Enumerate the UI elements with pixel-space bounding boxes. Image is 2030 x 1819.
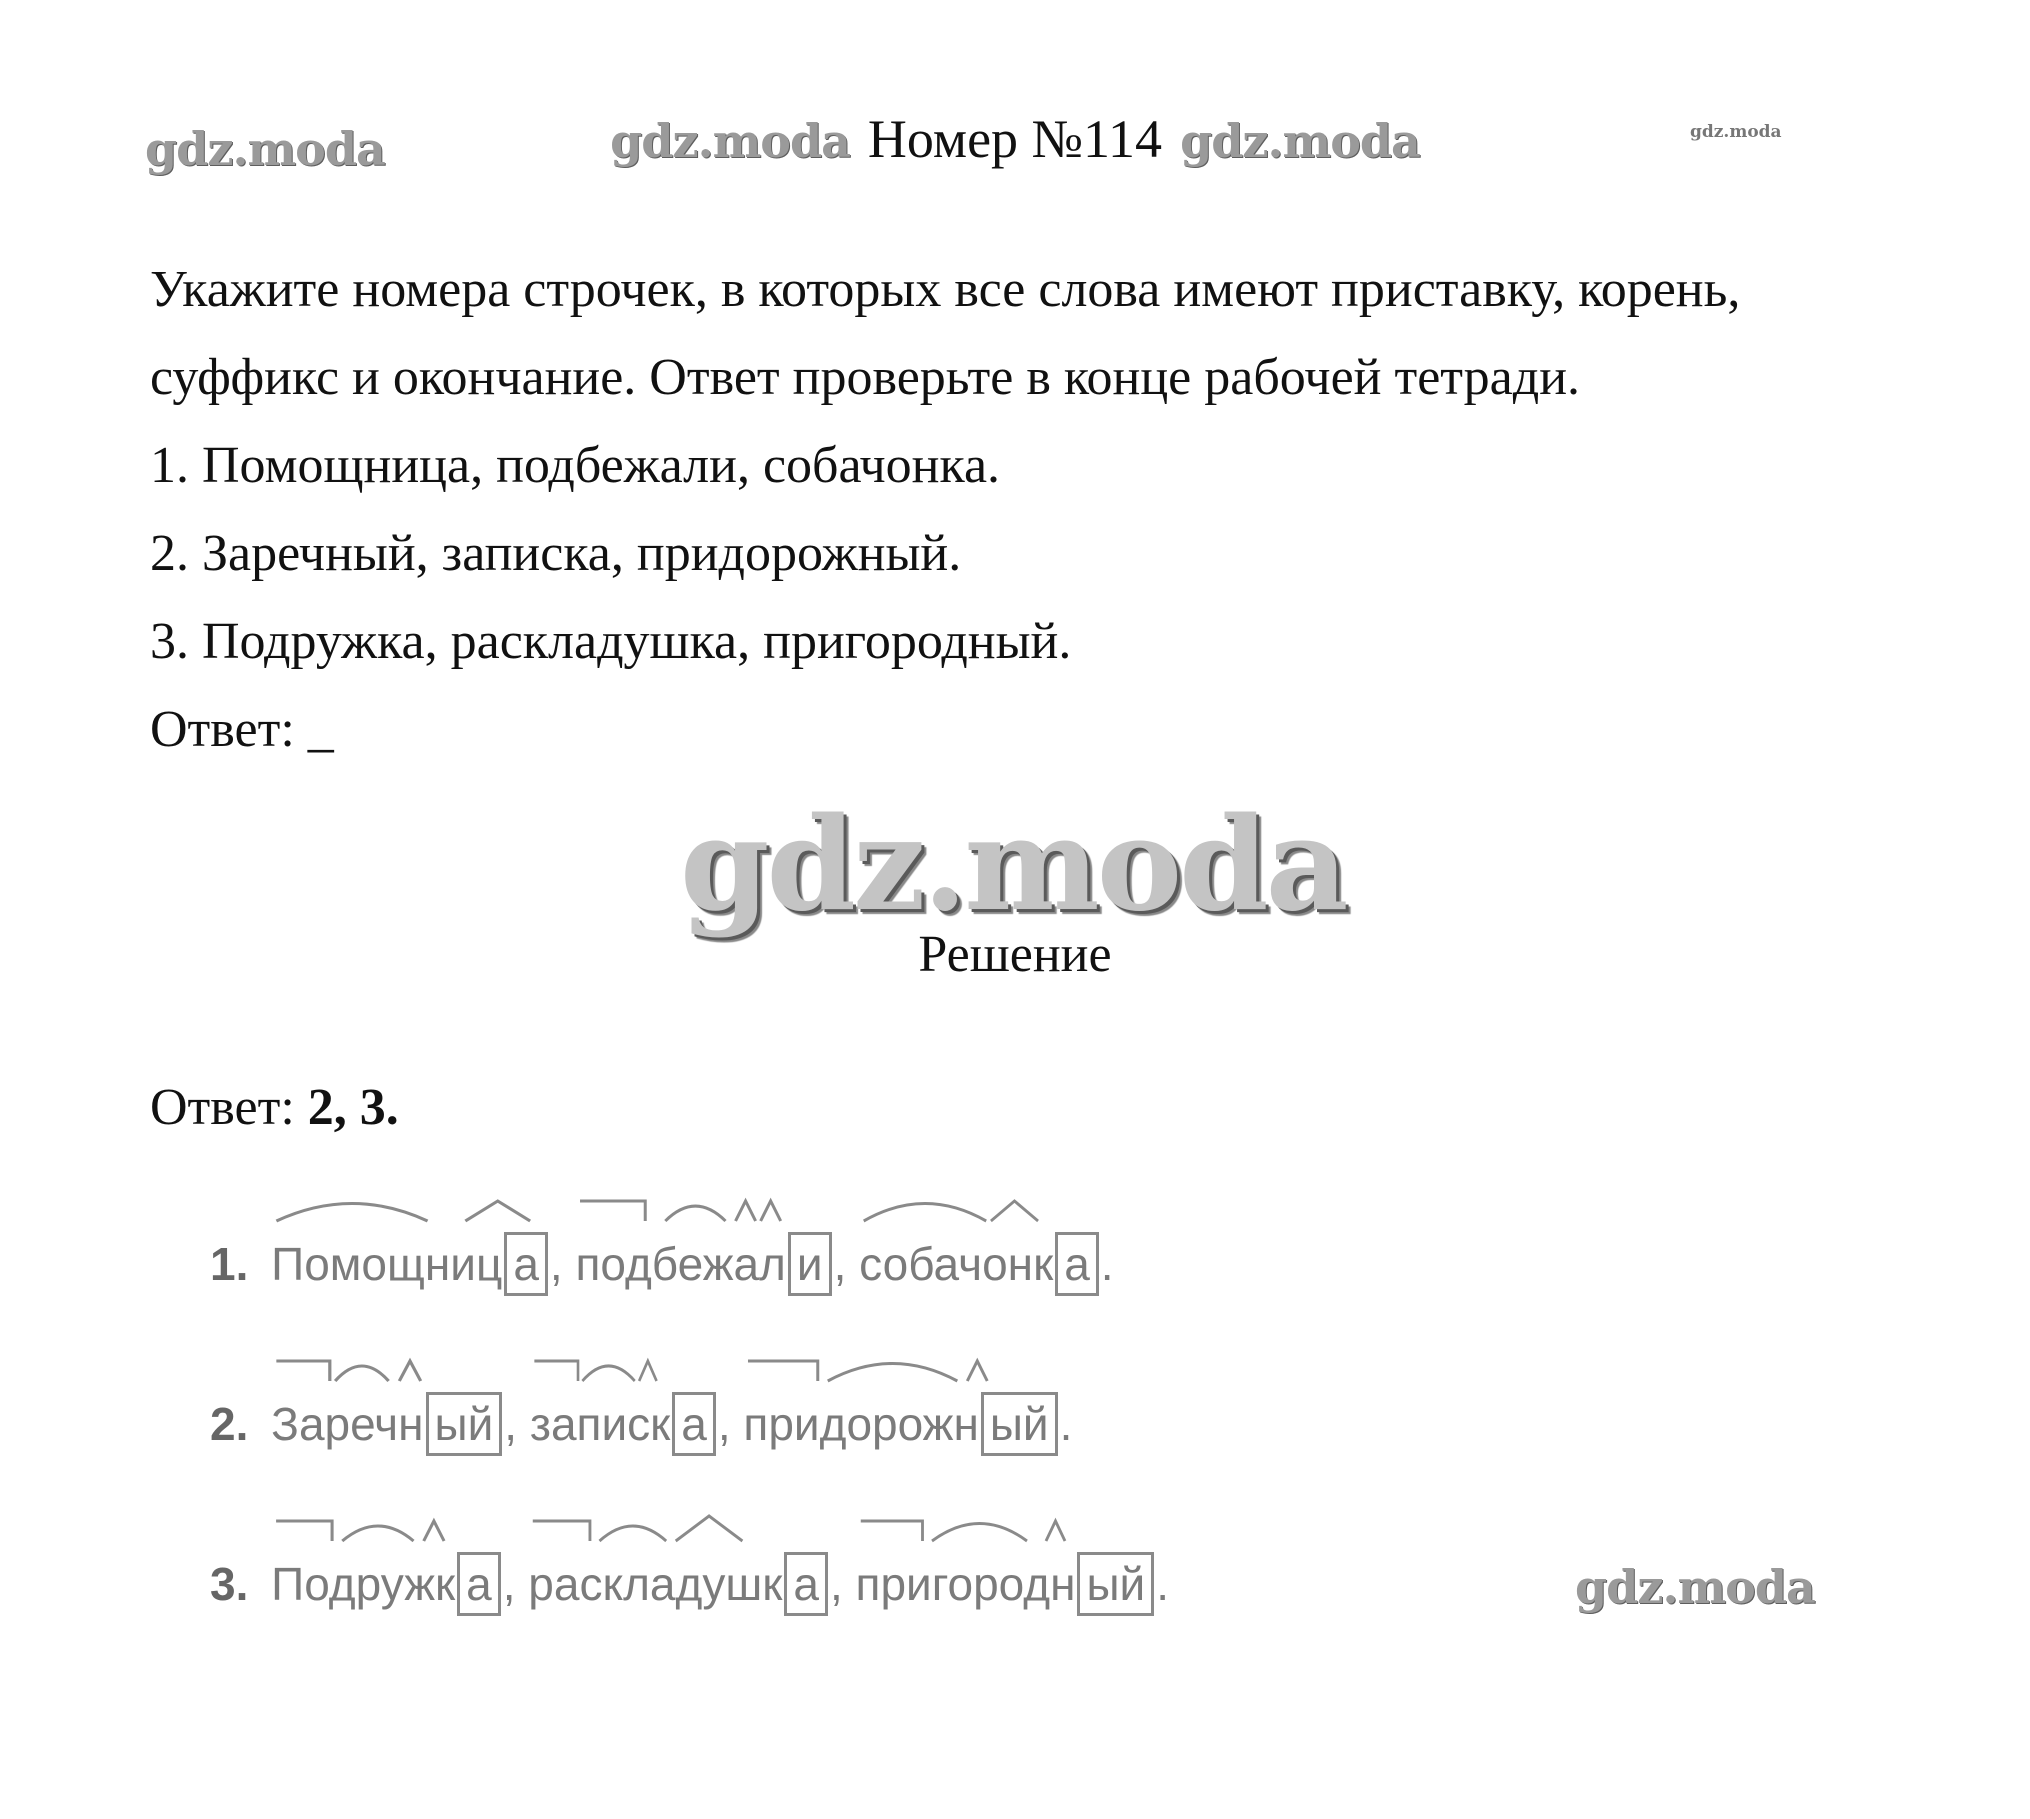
parse-word <box>271 1232 563 1296</box>
word-ending: а <box>672 1392 716 1456</box>
answer-prompt: Ответ: _ <box>150 701 334 758</box>
word-stem: пригородн <box>855 1558 1076 1610</box>
parse-word <box>271 1392 517 1456</box>
morpheme-marks <box>856 1506 1169 1546</box>
morpheme-marks <box>575 1186 846 1226</box>
word-stem: раскладушк <box>528 1558 783 1610</box>
watermark-bottom-right: gdz.moda <box>1575 1560 1815 1614</box>
word-separator: , <box>833 1238 847 1290</box>
parse-row-3 <box>210 1552 1169 1616</box>
page-title <box>0 108 2030 170</box>
parse-row-1 <box>210 1232 1114 1296</box>
word-stem: подбежал <box>575 1238 786 1290</box>
solution-answer <box>150 1078 399 1137</box>
parse-word <box>271 1552 515 1616</box>
word-stem: собачонк <box>859 1238 1054 1290</box>
parse-row-number: 2. <box>210 1398 249 1450</box>
watermark-top-right: gdz.moda <box>1690 122 1782 142</box>
word-ending: а <box>504 1232 548 1296</box>
task-line-2: 2. Заречный, записка, придорожный. <box>150 525 962 582</box>
word-separator: , <box>549 1238 563 1290</box>
word-ending: а <box>1055 1232 1099 1296</box>
morpheme-marks <box>271 1506 515 1546</box>
task-number: Номер №114 <box>867 109 1163 169</box>
watermark-center: gdz.moda <box>680 790 1346 940</box>
task-line-3: 3. Подружка, раскладушка, пригородный. <box>150 613 1072 670</box>
parse-word <box>528 1552 842 1616</box>
watermark-top-left: gdz.moda <box>145 122 385 176</box>
watermark-title-right: gdz.moda <box>1180 114 1420 168</box>
word-separator: , <box>829 1558 843 1610</box>
morpheme-marks <box>743 1346 1072 1386</box>
word-ending: ый <box>426 1392 503 1456</box>
word-ending: а <box>457 1552 501 1616</box>
parse-word <box>859 1232 1113 1296</box>
task-line-1: 1. Помощница, подбежали, собачонка. <box>150 437 1001 494</box>
word-ending: и <box>788 1232 832 1296</box>
word-separator: , <box>504 1398 518 1450</box>
parse-word <box>530 1392 731 1456</box>
watermark-title-left: gdz.moda <box>610 114 850 168</box>
word-ending: а <box>784 1552 828 1616</box>
morpheme-marks <box>271 1186 563 1226</box>
parse-word <box>856 1552 1169 1616</box>
morpheme-marks <box>859 1186 1113 1226</box>
morpheme-marks <box>530 1346 731 1386</box>
answer-value: 2, 3. <box>307 1079 399 1136</box>
word-stem: Подружк <box>271 1558 456 1610</box>
word-stem: записк <box>529 1398 671 1450</box>
parse-row-2 <box>210 1392 1072 1456</box>
parse-row-number: 1. <box>210 1238 249 1290</box>
parse-word <box>743 1392 1072 1456</box>
word-separator: , <box>717 1398 731 1450</box>
word-stem: Помощниц <box>271 1238 503 1290</box>
morpheme-marks <box>528 1506 842 1546</box>
word-separator: . <box>1059 1398 1073 1450</box>
task-block <box>150 246 1850 774</box>
task-instruction: Укажите номера строчек, в которых все слова имеют приставку, корень, суффикс и окончание. Ответ проверьте в конце рабочей тетради. <box>150 261 1741 406</box>
word-separator: , <box>502 1558 516 1610</box>
parse-word <box>575 1232 846 1296</box>
word-stem: Заречн <box>271 1398 424 1450</box>
solution-label: Решение <box>918 926 1112 983</box>
word-ending: ый <box>1077 1552 1154 1616</box>
word-ending: ый <box>981 1392 1058 1456</box>
word-separator: . <box>1100 1238 1114 1290</box>
morpheme-marks <box>271 1346 517 1386</box>
parse-row-number: 3. <box>210 1558 249 1610</box>
answer-label: Ответ: <box>150 1079 295 1136</box>
word-stem: придорожн <box>743 1398 979 1450</box>
word-separator: . <box>1156 1558 1170 1610</box>
